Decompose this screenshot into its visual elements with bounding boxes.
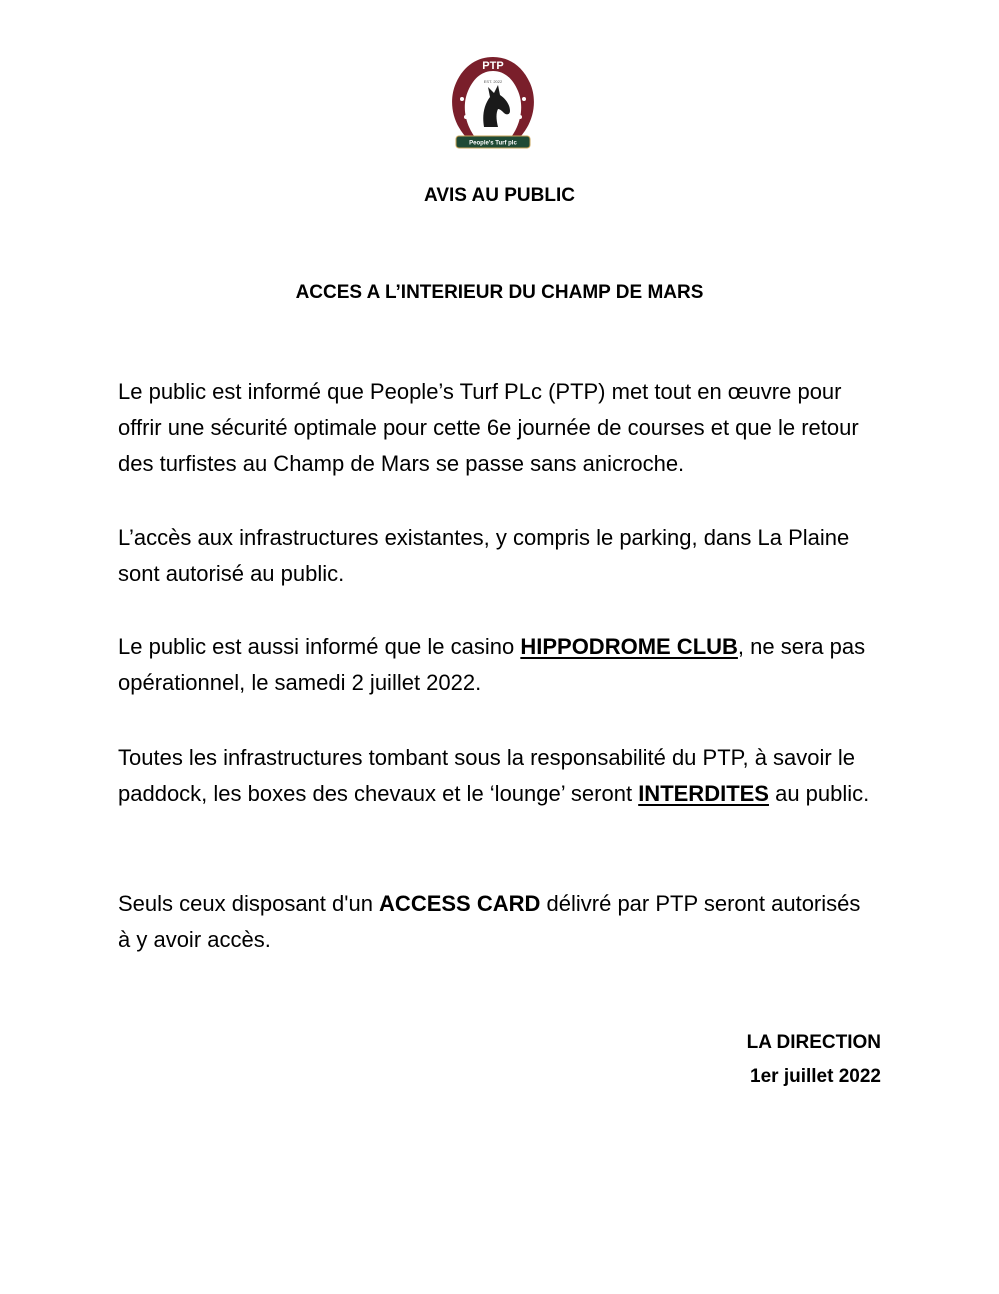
logo-acronym: PTP <box>482 60 504 72</box>
paragraph-interdites <box>118 740 878 812</box>
p4-text-after: au public. <box>768 781 870 806</box>
logo-banner: People's Turf plc <box>469 140 517 147</box>
heading-acces: ACCES A L’INTERIEUR DU CHAMP DE MARS <box>295 282 704 303</box>
p5-text-after: délivré par PTP seront autorisés à y avoir accès. <box>118 891 861 952</box>
p3-text-after: , ne sera pas opérationnel, le samedi 2 juillet 2022. <box>118 634 866 695</box>
signature-date: 1er juillet 2022 <box>750 1066 881 1087</box>
heading-avis: AVIS AU PUBLIC <box>424 185 575 206</box>
paragraph-securite: Le public est informé que People’s Turf PLc (PTP) met tout en œuvre pour offrir une sécurité optimale pour cette 6e journée de courses et que le retour des turfistes au Champ de Mars se passe sans anicroche. <box>118 379 859 476</box>
interdites-highlight: INTERDITES <box>638 781 769 806</box>
ptp-logo <box>448 53 538 153</box>
paragraph-acces-infrastructures: L’accès aux infrastructures existantes, y compris le parking, dans La Plaine sont autorisé au public. <box>118 525 850 586</box>
p5-text-before: Seuls ceux disposant d'un <box>118 891 380 916</box>
p3-text-before: Le public est aussi informé que le casino <box>118 634 521 659</box>
logo-est: EST. 2022 <box>483 79 503 84</box>
access-card-highlight: ACCESS CARD <box>379 891 541 916</box>
hippodrome-club-highlight: HIPPODROME CLUB <box>520 634 738 659</box>
p4-text-before: Toutes les infrastructures tombant sous la responsabilité du PTP, à savoir le paddock, les boxes des chevaux et le ‘lounge’ seront <box>118 745 855 806</box>
paragraph-casino <box>118 629 878 701</box>
paragraph-access-card <box>118 886 878 958</box>
signature-name: LA DIRECTION <box>746 1032 881 1053</box>
